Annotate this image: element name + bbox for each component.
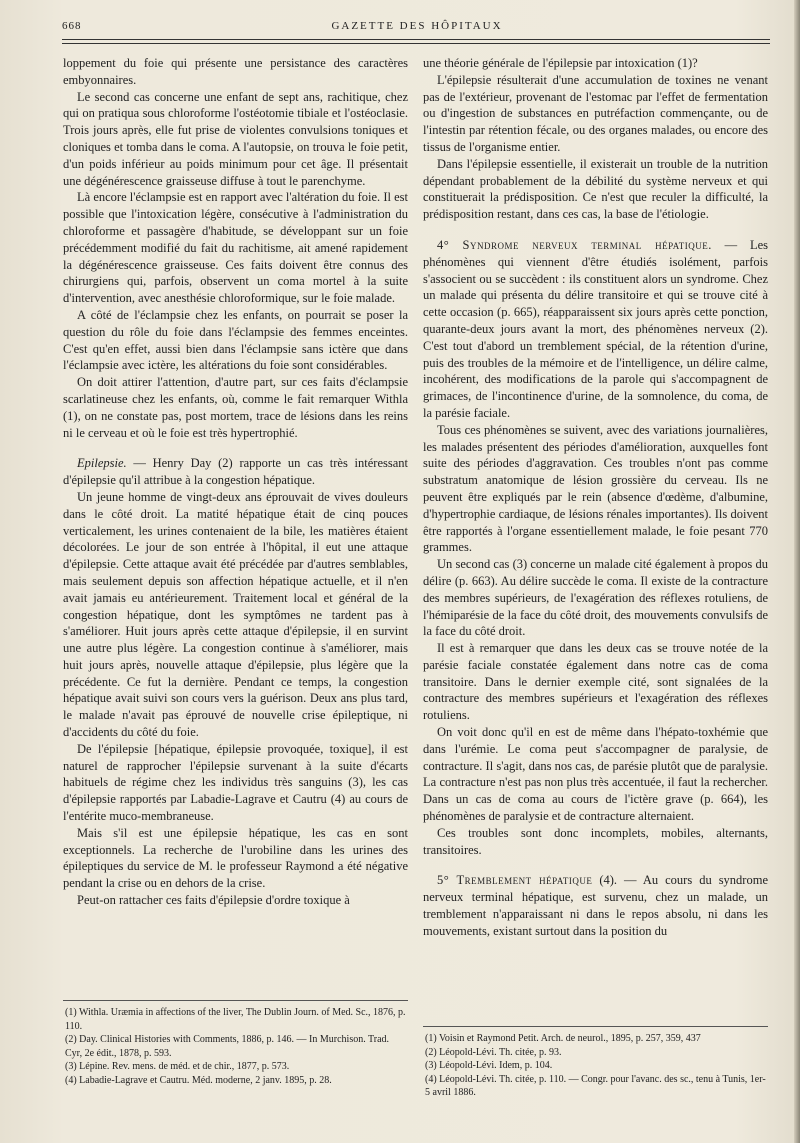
right-column <box>423 55 768 940</box>
paragraph: une théorie générale de l'épilepsie par intoxication (1)? <box>423 56 698 70</box>
paragraph: On voit donc qu'il en est de même dans l'hépato-toxhémie que dans l'urémie. Le coma peut s'accompagner de paralysie, de contracture. Il s'agit, dans nos cas, de parésie plutôt que de paralysie. La contracture n'est pas non plus très accentuée, il faut la rechercher. Dans un cas de coma au cours de l'ictère grave (p. 664), les phénomènes de paralysie et de contracture alternaient. <box>423 725 768 824</box>
page-number: 668 <box>62 20 82 32</box>
footnote: (1) Withla. Uræmia in affections of the liver, The Dublin Journ. of Med. Sc., 1876, p. 110. <box>65 1007 406 1032</box>
header-rule <box>62 39 770 40</box>
paragraph: Là encore l'éclampsie est en rapport avec l'altération du foie. Il est possible que l'intoxication légère, consécutive à l'administration du chloroforme et passagère d'habitude, se développant sur un foie précédemment modifié du fait du rachitisme, ait amené rapidement la dégénérescence graisseuse. Ces faits doivent être connus des chirurgiens qui, parfois, observent un coma mortel à la suite d'intervention, avec anesthésie chloroformique, sur le foie malade. <box>63 190 408 306</box>
page-header <box>62 20 772 40</box>
paragraph: A côté de l'éclampsie chez les enfants, on pourrait se poser la question du rôle du foie dans l'éclampsie des femmes enceintes. C'est qu'en effet, aussi bien dans l'éclampsie sans ictère que dans l'éclampsie avec ictère, les altérations du foie sont considérables. <box>63 307 408 373</box>
paragraph: Ces troubles sont donc incomplets, mobiles, alternants, transitoires. <box>423 825 768 857</box>
footnote: (3) Lépine. Rev. mens. de méd. et de chir., 1877, p. 573. <box>65 1061 290 1072</box>
footnote-rule <box>63 1000 408 1001</box>
footnote-rule <box>423 1026 768 1027</box>
paragraph: L'épilepsie résulterait d'une accumulation de toxines ne venant pas de l'extérieur, provenant de l'estomac par l'effet de fermentation ou d'ingestion de substances en putréfaction commençante, ou de l'intestin par rétention fécale, ou des organes malades, ou encore des tissus de l'organisme entier. <box>423 72 768 154</box>
section-label: Epilepsie. <box>77 456 127 471</box>
paragraph: loppement du foie qui présente une persistance des caractères embyonnaires. <box>63 56 408 87</box>
paragraph: Dans l'épilepsie essentielle, il existerait un trouble de la nutrition dépendant probablement de la débilité du système nerveux et qui constituerait la prédisposition. Ce n'est que reculer la difficulté, la prédisposition restant, dans ces cas, la base de l'étiologie. <box>423 156 768 222</box>
footnote: (4) Labadie-Lagrave et Cautru. Méd. moderne, 2 janv. 1895, p. 28. <box>65 1074 332 1086</box>
right-footnotes <box>423 1032 768 1100</box>
paragraph: Mais s'il est une épilepsie hépatique, les cas en sont exceptionnels. La recherche de l'urobiline dans les urines des épileptiques du service de M. le professeur Raymond a été négative pendant la crise ou en dehors de la crise. <box>63 825 408 891</box>
footnote: (3) Léopold-Lévi. Idem, p. 104. <box>425 1060 553 1071</box>
paragraph: Il est à remarquer que dans les deux cas se trouve notée de la parésie faciale constatée également dans notre cas de coma transitoire. Dans le dernier exemple cité, sont signalées de la contracture des membres supérieurs et l'exagération des réflexes rotuliens. <box>423 641 768 723</box>
paragraph-epilepsie: Epilepsie. — Henry Day (2) rapporte un cas très intéressant d'épilepsie qu'il attribue à la congestion hépatique. <box>63 456 408 488</box>
running-title: GAZETTE DES HÔPITAUX <box>331 20 503 32</box>
paragraph: Tous ces phénomènes se suivent, avec des variations journalières, les malades présentent des périodes d'amélioration, auxquelles font suite des périodes d'aggravation. Ces troubles n'ont pas comme substratum anatomique de lésion grossière du cerveau. Ils ne peuvent être expliqués par le rein (absence d'œdème, d'albumine, d'hypertrophie cardiaque, de lésions rénales importantes). Ils doivent être rapportés à l'organe essentiellement malade, le foie pesant 770 grammes. <box>423 422 768 555</box>
paragraph: On doit attirer l'attention, d'autre part, sur ces faits d'éclampsie scarlatineuse chez les enfants, où, comme le fait remarquer Withla (1), on ne constate pas, post mortem, trace de lésions dans les reins ni le cerveau et où le foie est très hypertrophié. <box>63 375 408 440</box>
paragraph: Un second cas (3) concerne un malade cité également à propos du délire (p. 663). Au délire succède le coma. Il existe de la contracture des membres supérieurs, de l'exagération des réflexes rotuliens, de l'hémiparésie de la face du côté droit, des mouvements convulsifs de la face du côté droit. <box>423 557 768 639</box>
left-footnotes <box>63 1006 408 1087</box>
paragraph: Peut-on rattacher ces faits d'épilepsie d'ordre toxique à <box>77 893 350 908</box>
section-label: 5° Tremblement hépatique <box>437 873 593 888</box>
paragraph-syndrome: 4° Syndrome nerveux terminal hépatique. — Les phénomènes qui viennent d'être étudiés isolément, parfois s'associent ou se succèdent : ils constituent alors un syndrome. Chez un malade qui présenta du délire transitoire et qui se trouve cité à cette occasion (p. 665), réapparaissent six jours après cette ponction, quarante-deux jours avant la mort, des phénomènes nerveux (2). C'est tout d'abord un tremblement spécial, de la rétention d'urine, puis des troubles de la mémoire et de l'intelligence, un délire calme, incohérent, des modifications de la parole qui s'accompagnent de grimaces, de l'incontinence d'urine, de la somnolence, du coma, de la parésie faciale. <box>423 237 768 420</box>
page-edge-shadow <box>794 0 800 1143</box>
paragraph: Le second cas concerne une enfant de sept ans, rachitique, chez qui on pratiqua sous chloroforme l'ostéotomie tibiale et l'ostéoclasie. Trois jours après, elle fut prise de violentes convulsions toniques et cloniques et tomba dans le coma. A l'autopsie, on trouva le foie petit, d'un poids inférieur au poids minimum pour cet âge. Il présentait une dégénérescence graisseuse diffuse à tout le parenchyme. <box>63 89 408 188</box>
paragraph: Un jeune homme de vingt-deux ans éprouvait de vives douleurs dans le côté droit. La matité hépatique était de cinq pouces verticalement, les urines contenaient de la bile, les matières étaient décolorées. Le jour de son entrée à l'hôpital, il eut une attaque d'épilepsie. Cette attaque avait été précédée par d'autres semblables, mais seulement depuis son affection hépatique actuelle, et il n'en avait jamais eu antérieurement. Traitement local et général de la congestion hépatique, dont les symptômes ne tardent pas à s'améliorer. Huit jours après cette attaque d'épilepsie, il en survint une autre plus légère. La congestion continue à s'améliorer, mais huit jours après, nouvelle attaque d'épilepsie, plus légère que la précédente. Ce fut la dernière. Pendant ce temps, la congestion hépatique avait suivi son cours vers la guérison. Deux ans plus tard, le malade n'avait pas éprouvé de nouvelle crise épileptique, ni d'accidents du côté du foie. <box>63 489 408 740</box>
footnote: (1) Voisin et Raymond Petit. Arch. de neurol., 1895, p. 257, 359, 437 <box>425 1033 701 1044</box>
section-label: 4° Syndrome nerveux terminal hépatique. <box>437 237 712 252</box>
footnote: (2) Léopold-Lévi. Th. citée, p. 93. <box>425 1046 562 1058</box>
footnote: (2) Day. Clinical Histories with Comments, 1886, p. 146. — In Murchison. Trad. Cyr, 2e édit., 1878, p. 593. <box>65 1034 390 1059</box>
left-column <box>63 55 408 909</box>
paragraph: De l'épilepsie [hépatique, épilepsie provoquée, toxique], il est naturel de rapprocher l'épilepsie survenant à la suite d'écarts habituels de régime chez les individus très sanguins (3), les cas d'épilepsie rapportés par Labadie-Lagrave et Cautru (4) au cours de l'entérite muco-membraneuse. <box>63 741 408 824</box>
footnote: (4) Léopold-Lévi. Th. citée, p. 110. — Congr. pour l'avanc. des sc., tenu à Tunis, 1er-5 avril 1886. <box>425 1073 766 1098</box>
header-rule-double <box>62 43 770 44</box>
paragraph-tremblement: 5° Tremblement hépatique (4). — Au cours du syndrome nerveux terminal hépatique, est survenu, chez un malade, un tremblement n'apparaissant ni dans le repos absolu, ni dans les mouvements, existant surtout dans la position du <box>423 873 768 938</box>
